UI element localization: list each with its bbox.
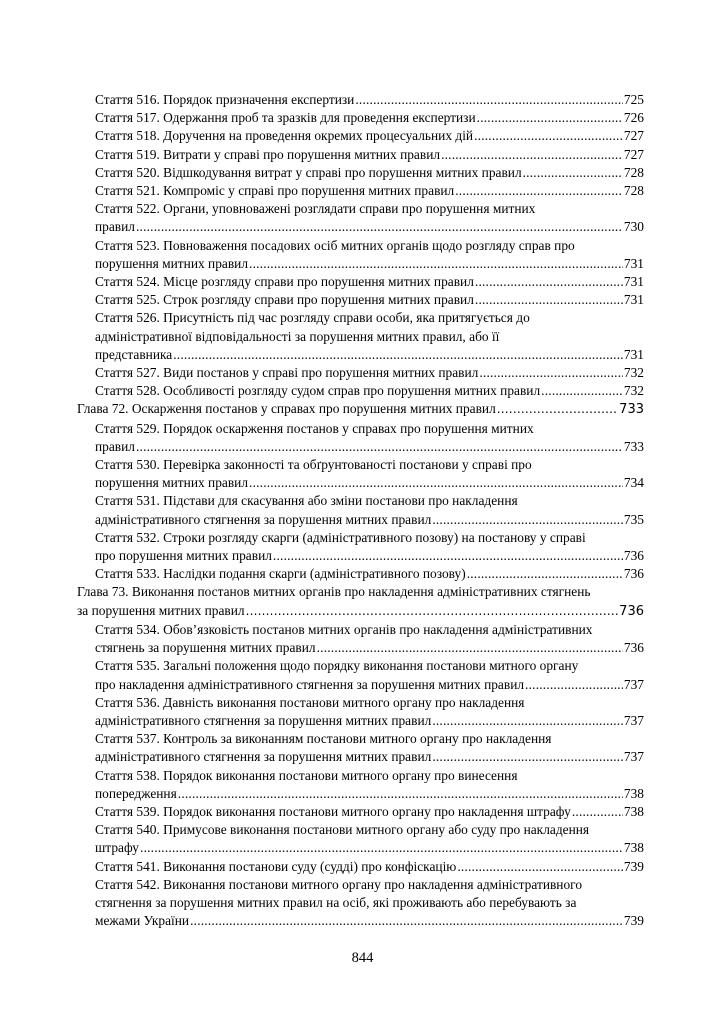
toc-line [95,127,644,145]
toc-entry-title: Стаття 534. Обов’язковість постанов митних органів про накладення адміністративних [95,621,593,637]
toc-article [77,237,644,273]
dot-leader [479,364,623,382]
toc-article [77,657,644,693]
toc-chapter [77,583,644,620]
toc-article [77,273,644,291]
toc-entry-title: Стаття 542. Виконання постанови митного органу про накладення адміністративного [95,876,583,892]
toc-entry-title: Стаття 541. Виконання постанови суду (судді) про конфіскацію [95,858,457,874]
toc-line [77,400,644,419]
toc-page-number: 731 [623,274,644,290]
toc-article [77,876,644,931]
toc-article [77,565,644,583]
toc-page-number: 738 [623,785,644,801]
toc-line [95,255,644,273]
dot-leader [249,474,623,492]
toc-article [77,730,644,766]
dot-leader [190,912,623,930]
toc-entry-title: про порушення митних правил [95,548,272,564]
toc-line [95,639,644,657]
toc-entry-title: межами України [95,913,190,929]
toc-page-number: 739 [623,913,644,929]
toc-entry-title: Стаття 524. Місце розгляду справи про порушення митних правил [95,274,474,290]
toc-entry-title: адміністративного стягнення за порушення митних правил [95,511,432,527]
table-of-contents [77,91,644,930]
toc-line [95,565,644,583]
toc-line [77,583,644,601]
toc-page-number: 726 [623,110,644,126]
toc-entry-title: правил [95,219,135,235]
toc-line [95,730,644,748]
dot-leader [572,803,623,821]
page-number: 844 [351,950,374,966]
toc-entry-title: за порушення митних правил [77,602,245,618]
toc-line [95,821,644,839]
toc-entry-title: Стаття 528. Особливості розгляду судом справ про порушення митних правил [95,383,541,399]
toc-page-number: 731 [623,292,644,308]
toc-line [95,748,644,766]
toc-line [95,182,644,200]
toc-line [95,712,644,730]
toc-line [95,839,644,857]
dot-leader [355,91,623,109]
toc-entry-title: адміністративного стягнення за порушення митних правил [95,712,432,728]
toc-line [95,438,644,456]
toc-line [95,912,644,930]
dot-leader [317,639,623,657]
toc-page-number: 736 [623,548,644,564]
toc-article [77,309,644,364]
toc-page-number: 728 [623,164,644,180]
toc-chapter [77,400,644,419]
toc-entry-title: Стаття 540. Примусове виконання постанови митного органу або суду про накладення [95,822,590,838]
toc-line [95,146,644,164]
toc-entry-title: Стаття 530. Перевірка законності та обґрунтованості постанови у справі про [95,457,532,473]
toc-entry-title: стягнення за порушення митних правил на осіб, які проживають або перебувають за [95,894,577,910]
toc-line [95,676,644,694]
toc-page-number: 735 [623,511,644,527]
dot-leader [432,748,623,766]
toc-line [95,492,644,510]
dot-leader [173,346,623,364]
dot-leader [136,438,623,456]
toc-line [77,602,644,621]
toc-page-number: 732 [623,365,644,381]
toc-entry-title: Стаття 527. Види постанов у справі про порушення митних правил [95,365,479,381]
dot-leader [432,511,623,529]
toc-page-number: 731 [623,346,644,362]
toc-article [77,109,644,127]
toc-page-number: 737 [623,749,644,765]
dot-leader [455,182,623,200]
toc-line [95,621,644,639]
toc-article [77,529,644,565]
toc-article [77,420,644,456]
toc-page-number: 736 [623,566,644,582]
toc-line [95,511,644,529]
toc-line [95,876,644,894]
toc-line [95,382,644,400]
toc-entry-title: Стаття 521. Компроміс у справі про порушення митних правил [95,183,455,199]
toc-entry-title: Стаття 533. Наслідки подання скарги (адміністративного позову) [95,566,466,582]
toc-article [77,694,644,730]
toc-entry-title: стягнень за порушення митних правил [95,640,316,656]
toc-article [77,127,644,145]
toc-entry-title: Стаття 525. Строк розгляду справи про порушення митних правил [95,292,474,308]
dot-leader [178,785,623,803]
dot-leader [273,547,623,565]
toc-entry-title: правил [95,438,135,454]
toc-line [95,767,644,785]
toc-line [95,694,644,712]
toc-entry-title: Стаття 526. Присутність під час розгляду справи особи, яка притягується до [95,310,530,326]
toc-article [77,91,644,109]
toc-entry-title: Стаття 522. Органи, уповноважені розглядати справи про порушення митних [95,201,536,217]
toc-entry-title: Стаття 531. Підстави для скасування або зміни постанови про накладення [95,493,518,509]
toc-entry-title: адміністративного стягнення за порушення митних правил [95,749,432,765]
toc-line [95,785,644,803]
toc-line [95,164,644,182]
toc-page-number: 730 [623,219,644,235]
toc-entry-title: Стаття 539. Порядок виконання постанови митного органу про накладення штрафу [95,803,571,819]
toc-article [77,858,644,876]
toc-page-number: 733 [623,438,644,454]
toc-line [95,474,644,492]
toc-article [77,621,644,657]
toc-line [95,237,644,255]
toc-line [95,529,644,547]
dot-leader [523,164,623,182]
toc-page-number: 732 [623,383,644,399]
toc-page-number: 734 [623,475,644,491]
toc-entry-title: Стаття 537. Контроль за виконанням постанови митного органу про накладення [95,731,552,747]
toc-entry-title: Стаття 519. Витрати у справі про порушення митних правил [95,146,441,162]
toc-page-number: 727 [623,128,644,144]
toc-line [95,803,644,821]
dot-leader [525,676,623,694]
toc-article [77,200,644,236]
toc-article [77,164,644,182]
toc-entry-title: Стаття 535. Загальні положення щодо порядку виконання постанови митного органу [95,658,579,674]
toc-entry-title: про накладення адміністративного стягнення за порушення митних правил [95,676,525,692]
toc-article [77,364,644,382]
toc-entry-title: Стаття 538. Порядок виконання постанови митного органу про винесення [95,767,518,783]
dot-leader [497,400,618,418]
toc-line [95,91,644,109]
dot-leader [541,382,623,400]
toc-page-number: 736 [619,603,644,619]
toc-entry-title: Стаття 532. Строки розгляду скарги (адміністративного позову) на постанову у справі [95,529,586,545]
toc-entry-title: штрафу [95,840,140,856]
toc-entry-title: Стаття 516. Порядок призначення експертизи [95,92,355,107]
toc-entry-title: Стаття 529. Порядок оскарження постанов у справах про порушення митних [95,420,534,436]
dot-leader [475,273,623,291]
dot-leader [474,127,623,145]
dot-leader [246,602,619,620]
toc-line [95,456,644,474]
dot-leader [140,839,623,857]
toc-line [95,273,644,291]
toc-line [95,109,644,127]
toc-page-number: 738 [623,803,644,819]
toc-entry-title: Стаття 536. Давність виконання постанови митного органу про накладення [95,694,525,710]
toc-entry-title: адміністративної відповідальності за порушення митних правил, або її [95,328,500,344]
toc-line [95,858,644,876]
toc-page-number: 737 [623,676,644,692]
toc-entry-title: представника [95,346,173,362]
toc-article [77,821,644,857]
dot-leader [249,255,623,273]
dot-leader [477,109,623,127]
toc-line [95,420,644,438]
toc-page-number: 728 [623,183,644,199]
toc-page-number: 731 [623,255,644,271]
toc-entry-title: Стаття 520. Відшкодування витрат у справі про порушення митних правил [95,164,522,180]
toc-line [95,547,644,565]
toc-entry-title: попередження [95,785,177,801]
toc-article [77,146,644,164]
dot-leader [467,565,623,583]
dot-leader [136,218,623,236]
toc-line [95,309,644,327]
toc-entry-title: Стаття 523. Повноваження посадових осіб митних органів щодо розгляду справ про [95,237,575,253]
toc-line [95,291,644,309]
toc-article [77,291,644,309]
toc-article [77,492,644,528]
dot-leader [432,712,623,730]
toc-article [77,182,644,200]
dot-leader [457,858,623,876]
toc-article [77,456,644,492]
toc-line [95,200,644,218]
toc-article [77,382,644,400]
toc-page-number: 727 [623,146,644,162]
toc-line [95,657,644,675]
toc-entry-title: порушення митних правил [95,255,249,271]
toc-page-number: 738 [623,840,644,856]
toc-page-number: 733 [619,402,644,418]
toc-page-number: 739 [623,858,644,874]
toc-page-number: 737 [623,712,644,728]
toc-line [95,346,644,364]
toc-entry-title: Глава 72. Оскарження постанов у справах про порушення митних правил [77,401,496,417]
dot-leader [441,146,623,164]
toc-entry-title: Глава 73. Виконання постанов митних органів про накладення адміністративних стягнень [77,584,591,600]
toc-line [95,328,644,346]
toc-line [95,218,644,236]
toc-page-number: 736 [623,640,644,656]
toc-page-number: 725 [623,92,644,107]
toc-line [95,894,644,912]
dot-leader [475,291,623,309]
toc-article [77,803,644,821]
toc-entry-title: Стаття 517. Одержання проб та зразків для проведення експертизи [95,110,476,126]
toc-entry-title: порушення митних правил [95,475,249,491]
toc-line [95,364,644,382]
toc-entry-title: Стаття 518. Доручення на проведення окремих процесуальних дій [95,128,474,144]
toc-article [77,767,644,803]
